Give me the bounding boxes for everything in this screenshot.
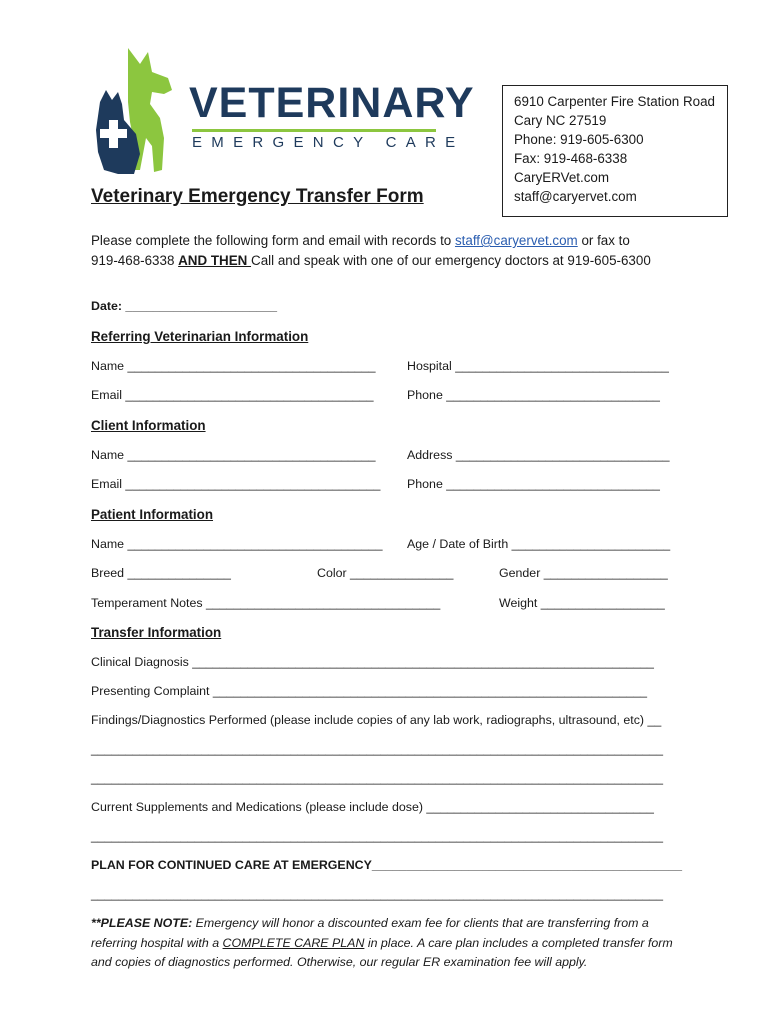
contact-address-line-2: Cary NC 27519 [514,113,607,128]
client-email-field[interactable]: Email _____________________________________ [91,477,381,491]
referring-vet-heading: Referring Veterinarian Information [91,329,309,344]
patient-breed-field[interactable]: Breed _______________ [91,566,231,580]
client-address-field[interactable]: Address _______________________________ [407,448,670,462]
form-title: Veterinary Emergency Transfer Form [91,186,424,207]
intro-text-3: 919-468-6338 [91,252,179,268]
note-complete-care-plan: COMPLETE CARE PLAN [222,935,365,950]
dog-cat-cross-logo-icon [90,42,200,182]
date-field[interactable]: Date: ______________________ [91,299,278,313]
client-phone-field[interactable]: Phone _______________________________ [407,477,660,491]
transfer-info-heading: Transfer Information [91,625,222,640]
referring-email-field[interactable]: Email ____________________________________ [91,388,374,402]
logo-wordmark-veterinary: VETERINARY [189,79,475,127]
patient-gender-field[interactable]: Gender __________________ [499,566,668,580]
patient-weight-field[interactable]: Weight __________________ [499,596,665,610]
patient-info-heading: Patient Information [91,507,214,522]
findings-blank-line-1[interactable]: ___________________________________________________________________________________ [91,742,663,756]
note-text-2: in place. A care plan includes a completed transfer form and copies of diagnostics performed. Otherwise, our regular ER examination fee will apply. [91,935,673,969]
intro-text-2: or fax to [577,233,630,248]
presenting-complaint-field[interactable]: Presenting Complaint _______________________________________________________________ [91,684,648,698]
contact-fax: Fax: 919-468-6338 [514,151,628,166]
intro-text-1: Please complete the following form and email with records to [91,233,455,248]
contact-website: CaryERVet.com [514,170,610,185]
supplements-medications-field[interactable]: Current Supplements and Medications (please include dose) _________________________________ [91,800,654,814]
care-plan-field[interactable]: PLAN FOR CONTINUED CARE AT EMERGENCY_____________________________________________ [91,858,682,872]
patient-age-field[interactable]: Age / Date of Birth _______________________ [407,537,671,551]
referring-phone-field[interactable]: Phone _______________________________ [407,388,660,402]
findings-blank-line-2[interactable]: ___________________________________________________________________________________ [91,771,663,785]
findings-diagnostics-field[interactable]: Findings/Diagnostics Performed (please include copies of any lab work, radiographs, ultrasound, etc) __ [91,713,662,727]
contact-address-line-1: 6910 Carpenter Fire Station Road [514,94,715,109]
intro-email-link[interactable]: staff@caryervet.com [454,233,578,248]
clinical-diagnosis-field[interactable]: Clinical Diagnosis ___________________________________________________________________ [91,655,654,669]
client-info-heading: Client Information [91,418,206,433]
contact-phone: Phone: 919-605-6300 [514,132,644,147]
care-plan-blank-line[interactable]: ___________________________________________________________________________________ [91,887,663,901]
supplements-blank-line[interactable]: ___________________________________________________________________________________ [91,829,663,843]
note-text-1: Emergency will honor a discounted exam fee for clients that are transferring from a referring hospital with a [91,916,649,950]
logo-divider [192,129,436,132]
logo-wordmark-emergency-care: EMERGENCY CARE [192,134,465,151]
intro-emphasis: AND THEN [178,252,252,268]
patient-color-field[interactable]: Color _______________ [317,566,454,580]
intro-instructions [91,231,691,270]
contact-email: staff@caryervet.com [514,189,637,204]
referring-hospital-field[interactable]: Hospital _______________________________ [407,359,669,373]
contact-info-box [502,85,728,217]
referring-name-field[interactable]: Name ____________________________________ [91,359,376,373]
note-label: **PLEASE NOTE: [91,916,193,930]
patient-name-field[interactable]: Name _____________________________________ [91,537,383,551]
intro-text-4: Call and speak with one of our emergency doctors at 919-605-6300 [251,252,651,268]
please-note-paragraph [91,914,691,973]
patient-temperament-field[interactable]: Temperament Notes __________________________________ [91,596,441,610]
client-name-field[interactable]: Name ____________________________________ [91,448,376,462]
